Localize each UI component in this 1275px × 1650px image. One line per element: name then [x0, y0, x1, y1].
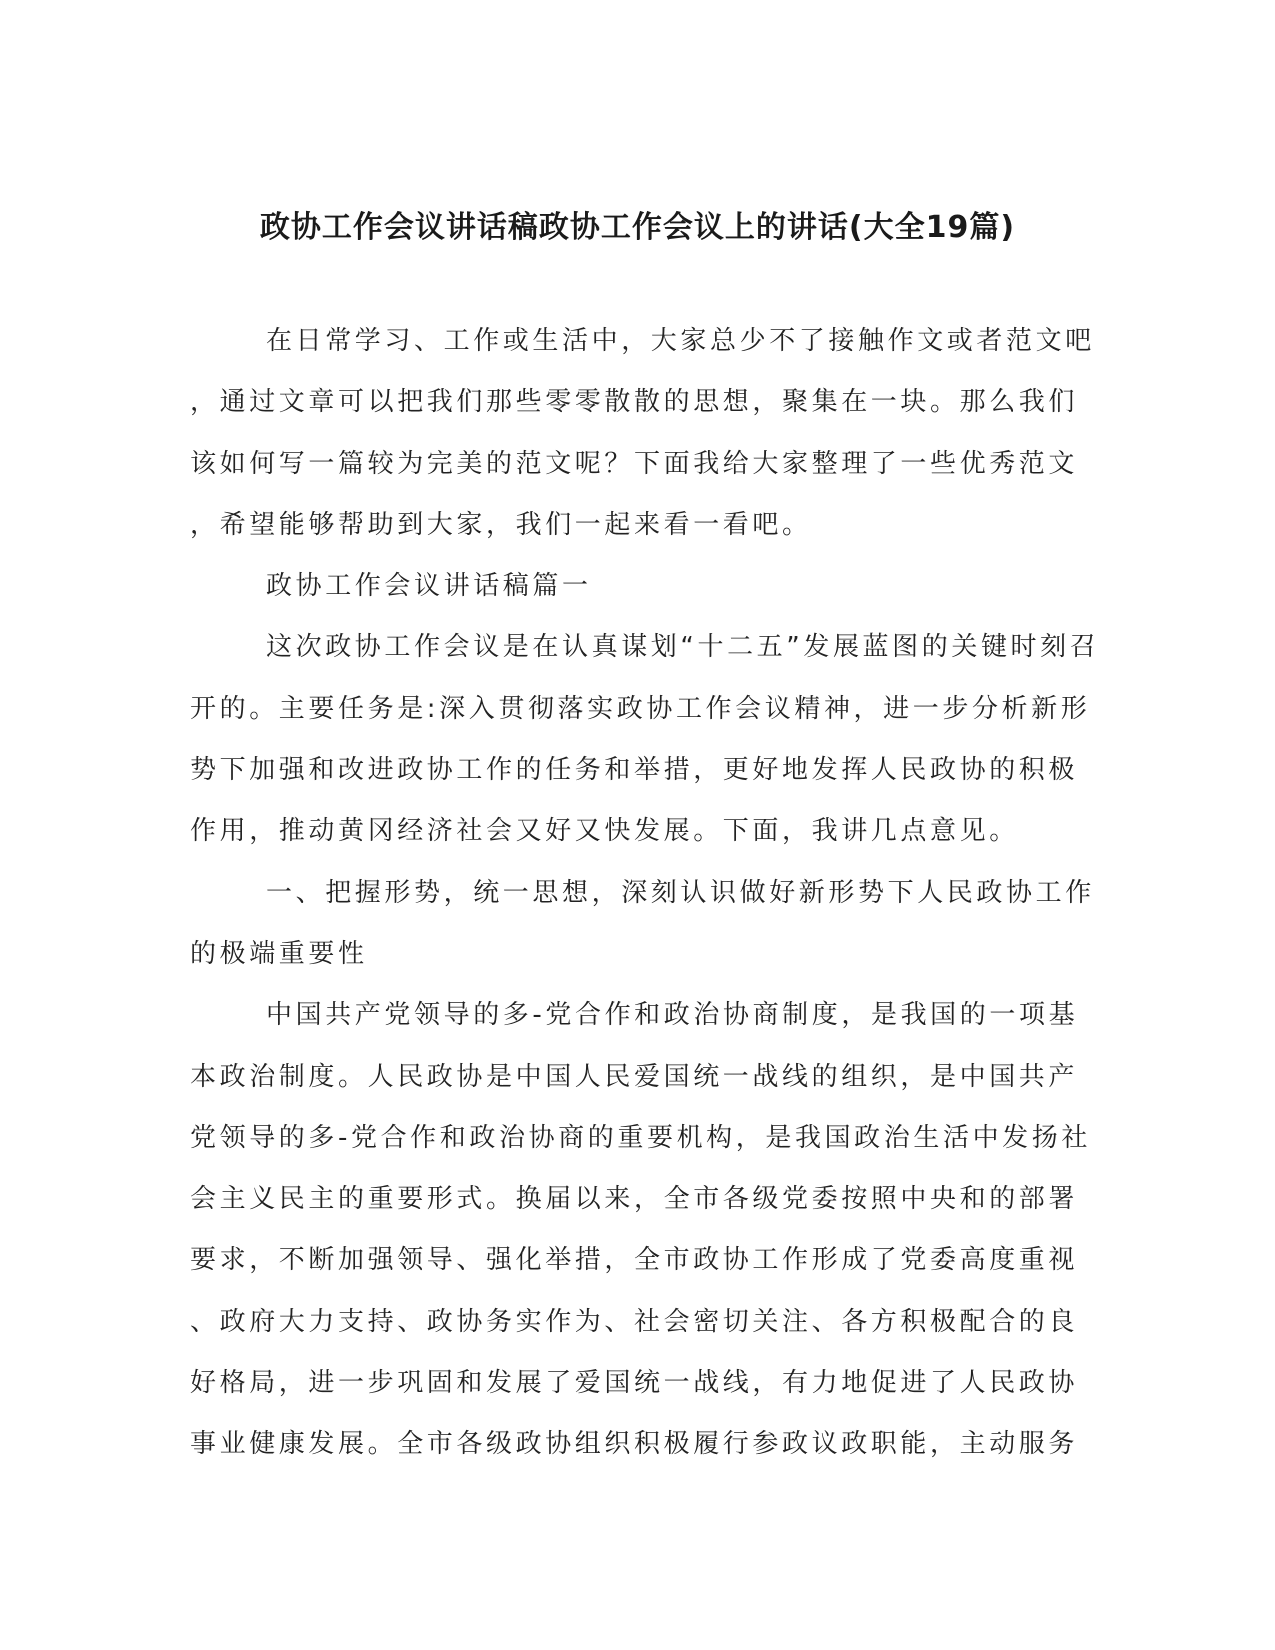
body-line: 中国共产党领导的多-党合作和政治协商制度，是我国的一项基 — [266, 1000, 1079, 1031]
document-title: 政协工作会议讲话稿政协工作会议上的讲话(大全19篇) — [259, 210, 1016, 246]
body-line: 作用，推动黄冈经济社会又好又快发展。下面，我讲几点意见。 — [190, 816, 1019, 847]
body-line: 这次政协工作会议是在认真谋划“十二五”发展蓝图的关键时刻召 — [266, 632, 1100, 663]
body-line: 事业健康发展。全市各级政协组织积极履行参政议政职能，主动服务 — [190, 1429, 1079, 1460]
body-line: 开的。主要任务是:深入贯彻落实政协工作会议精神，进一步分析新形 — [190, 693, 1091, 724]
body-line: 党领导的多-党合作和政治协商的重要机构，是我国政治生活中发扬社 — [190, 1122, 1091, 1153]
body-line: 势下加强和改进政协工作的任务和举措，更好地发挥人民政协的积极 — [190, 755, 1079, 786]
subsection-heading-continued: 的极端重要性 — [190, 938, 368, 969]
body-line: 在日常学习、工作或生活中，大家总少不了接触作文或者范文吧 — [266, 326, 1095, 356]
body-line: 会主义民主的重要形式。换届以来，全市各级党委按照中央和的部署 — [190, 1184, 1079, 1215]
document-body — [190, 326, 1100, 1491]
body-line: 该如何写一篇较为完美的范文呢？下面我给大家整理了一些优秀范文 — [190, 448, 1079, 479]
body-line: 好格局，进一步巩固和发展了爱国统一战线，有力地促进了人民政协 — [190, 1368, 1079, 1399]
body-line: 要求，不断加强领导、强化举措，全市政协工作形成了党委高度重视 — [190, 1245, 1079, 1276]
body-line: ，通过文章可以把我们那些零零散散的思想，聚集在一块。那么我们 — [190, 387, 1079, 418]
body-line: 、政府大力支持、政协务实作为、社会密切关注、各方积极配合的良 — [190, 1306, 1079, 1337]
subsection-heading: 一、把握形势，统一思想，深刻认识做好新形势下人民政协工作 — [266, 877, 1095, 908]
body-line: 本政治制度。人民政协是中国人民爱国统一战线的组织，是中国共产 — [190, 1061, 1079, 1092]
body-line: ，希望能够帮助到大家，我们一起来看一看吧。 — [190, 509, 812, 540]
section-heading: 政协工作会议讲话稿篇一 — [266, 571, 592, 602]
